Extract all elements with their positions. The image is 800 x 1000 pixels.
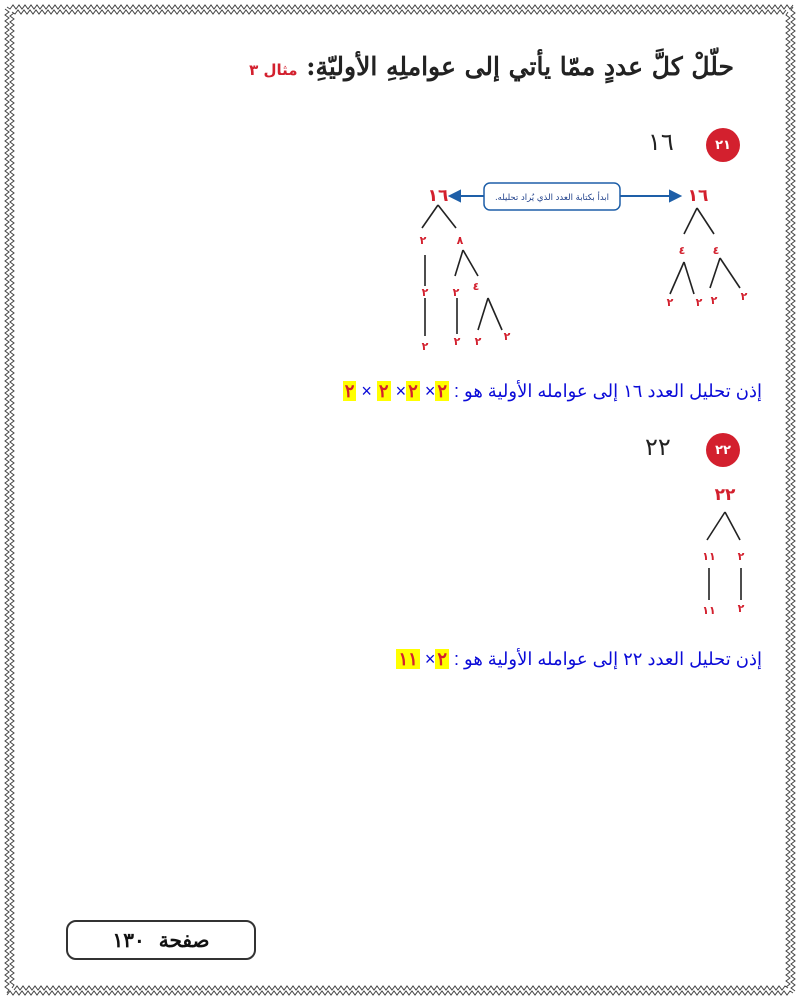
right-tree-node: ٤ (712, 244, 720, 257)
conclusion-text: إذن تحليل العدد ١٦ إلى عوامله الأولية هو : (454, 381, 762, 401)
factor-highlight: ١١ (398, 649, 418, 669)
right-tree-leaf: ٢ (740, 290, 748, 303)
p22-tree-leaf: ٢ (737, 602, 745, 615)
left-tree-leaf: ٢ (474, 335, 482, 348)
times-sign: × (424, 649, 436, 669)
callout-text: ابدأ بكتابة العدد الذي يُراد تحليله. (494, 193, 610, 203)
factor-highlight: ٢ (378, 381, 389, 401)
example-reference: مثال ٣ (249, 61, 298, 79)
p22-tree-leaf: ١١ (702, 604, 716, 617)
left-tree-node: ٢ (452, 286, 460, 299)
times-sign: × (395, 381, 407, 401)
problem-21-badge: ٢١ (706, 128, 740, 162)
problem-22-number: ٢٢ (645, 433, 671, 461)
factor-highlight: ٢ (408, 381, 418, 401)
factor-highlight: ٢ (344, 381, 355, 401)
left-tree-node: ٢ (421, 286, 429, 299)
p22-tree-root: ٢٢ (714, 485, 736, 505)
right-tree-node: ٤ (678, 244, 686, 257)
page-label: صفحة (158, 928, 210, 952)
problem-21-conclusion (343, 381, 762, 402)
factor-highlight: ٢ (437, 381, 447, 401)
right-tree-leaf: ٢ (666, 296, 674, 309)
left-tree-leaf: ٢ (421, 340, 429, 353)
instructions-text: حلّلْ كلَّ عددٍ ممّا يأتي إلى عواملِهِ الأوليّةِ: (306, 52, 734, 81)
problem-21-number: ١٦ (648, 128, 674, 156)
p22-tree-node: ٢ (737, 550, 745, 563)
page-number: ١٣٠ (112, 928, 145, 952)
left-tree-leaf: ٢ (453, 335, 461, 348)
problem-22-badge: ٢٢ (706, 433, 740, 467)
factor-highlight: ٢ (437, 649, 447, 669)
left-tree-node: ٤ (472, 280, 480, 293)
right-tree-leaf: ٢ (695, 296, 703, 309)
times-sign: × (424, 381, 436, 401)
left-tree-leaf: ٢ (503, 330, 511, 343)
right-tree-root: ١٦ (687, 186, 709, 206)
p22-tree-node: ١١ (702, 550, 716, 563)
page-number-badge (66, 920, 256, 960)
left-tree-branches (419, 205, 502, 336)
left-tree-node: ٢ (419, 234, 427, 247)
conclusion-text: إذن تحليل العدد ٢٢ إلى عوامله الأولية هو : (454, 649, 762, 669)
problem-22-conclusion (396, 649, 762, 670)
right-tree-leaf: ٢ (710, 294, 718, 307)
left-tree-node: ٨ (456, 234, 464, 247)
left-tree-root: ١٦ (427, 186, 449, 206)
times-sign: × (361, 381, 372, 401)
